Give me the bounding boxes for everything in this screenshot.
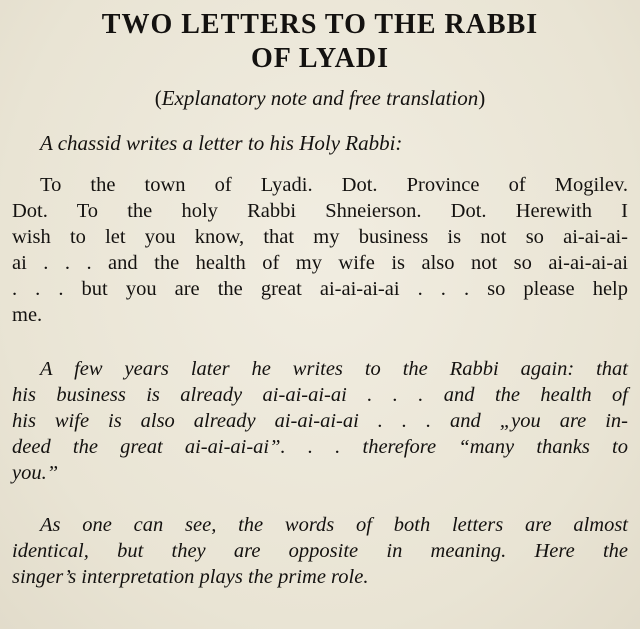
conclusion-line: identical, but they are opposite in meaning. Here the	[12, 540, 628, 562]
conclusion-line: As one can see, the words of both letters are almost	[40, 514, 628, 536]
letter1-line: . . . but you are the great ai-ai-ai-ai . . . so please help	[12, 278, 628, 300]
subtitle-text: Explanatory note and free translation	[161, 86, 479, 110]
intro-line: A chassid writes a letter to his Holy Rabbi:	[40, 131, 403, 155]
letter2-line: deed the great ai-ai-ai-ai”. . . therefore “many thanks to	[12, 436, 628, 458]
letter2-line: A few years later he writes to the Rabbi again: that	[40, 358, 628, 380]
subtitle-open-paren: (	[154, 86, 162, 110]
letter2-line: his business is already ai-ai-ai-ai . . . and the health of	[12, 384, 628, 406]
letter1-line: Dot. To the holy Rabbi Shneierson. Dot. Herewith I	[12, 200, 628, 222]
conclusion-line: singer’s interpretation plays the prime role.	[12, 566, 369, 588]
letter2-line: his wife is also already ai-ai-ai-ai . . . and „you are in-	[12, 410, 628, 432]
subtitle-close-paren: )	[478, 86, 486, 110]
subtitle	[0, 84, 640, 112]
page-title-line-1: TWO LETTERS TO THE RABBI	[101, 9, 539, 40]
letter1-line: me.	[12, 304, 43, 326]
letter1-line: ai . . . and the health of my wife is also not so ai-ai-ai-ai	[12, 252, 628, 274]
page-title-line-2: OF LYADI	[251, 43, 389, 74]
letter1-line: wish to let you know, that my business is not so ai-ai-ai-	[12, 226, 628, 248]
letter2-line: you.”	[12, 462, 59, 484]
letter1-line: To the town of Lyadi. Dot. Province of Mogilev.	[40, 174, 628, 196]
